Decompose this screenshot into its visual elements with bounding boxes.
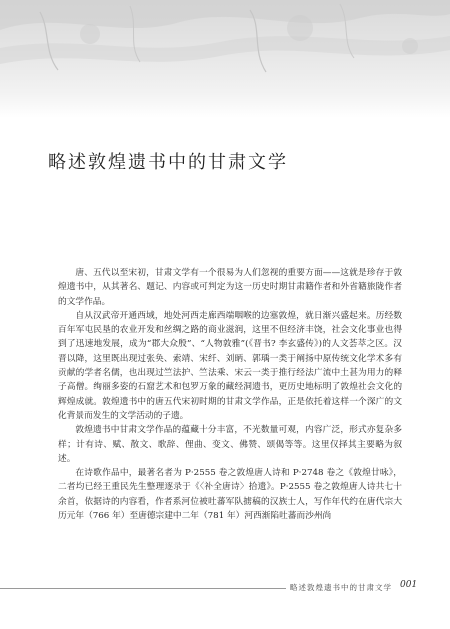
body-paragraph-3: 敦煌遗书中甘肃文学作品的蕴藏十分丰富，不光数量可观，内容广泛，形式亦复杂多样；计有诗、赋、散文、歌辞、俚曲、变文、佛赞、颂偈等等。这里仅择其主要略为叙述。	[58, 425, 402, 464]
decorative-texture-image	[0, 0, 450, 118]
body-paragraph-1: 唐、五代以至宋初，甘肃文学有一个很易为人们忽视的重要方面——这就是珍存于敦煌遗书中，从其著名、题记、内容或可判定为这一历史时期甘肃籍作者和外省籍旅陇作者的文学作品。	[58, 268, 402, 307]
article-body	[58, 266, 402, 523]
header-decorative-band	[0, 0, 450, 118]
body-paragraph-4: 在诗歌作品中，最著名者为 P·2555 卷之敦煌唐人诗和 P·2748 卷之《敦煌廿咏》，二者均已经王重民先生整理逐录于《〈补全唐诗〉拾遗》。P·2555 卷之敦煌唐人诗共七十余首，依据诗的内容看，作者系河位被吐蕃军队掳稿的汉族士人，写作年代约在唐代宗大历元年（766 年）至唐德宗建中二年（781 年）河西渐陷吐蕃而沙州尚	[58, 468, 402, 522]
article-title: 略述敦煌遗书中的甘肃文学	[48, 152, 288, 173]
footer-rule	[0, 588, 286, 589]
running-head: 略述敦煌遗书中的甘肃文学	[290, 583, 392, 592]
page-number: 001	[400, 580, 418, 590]
body-paragraph-2: 自从汉武帝开通西域，地处河西走廊西端咽喉的边塞敦煌，就日渐兴盛起来。历经数百年军屯民垦的农业开发和丝绸之路的商业滋润，这里不但经济丰饶，社会文化事业也得到了迅速地发展，成为“郡大众殷”、“人物敦雅”(《晋书? 李玄盛传》)的人文荟萃之区。汉晋以降，这里既出现过张奂、索靖、宋纤、刘昞、郭瑀一类于阐扬中原传统文化学术多有贡献的学者名儒，也出现过竺法护、竺法乘、宋云一类于推行经法广流中土甚为用力的释子高僧。绚丽多姿的石窟艺术和包罗万象的藏经洞遗书，更历史地标明了敦煌社会文化的辉煌成就。敦煌遗书中的唐五代宋初时期的甘肃文学作品，正是依托着这样一个深广的文化背景而发生的文学活动的子遗。	[58, 310, 402, 421]
page-footer	[0, 582, 450, 596]
